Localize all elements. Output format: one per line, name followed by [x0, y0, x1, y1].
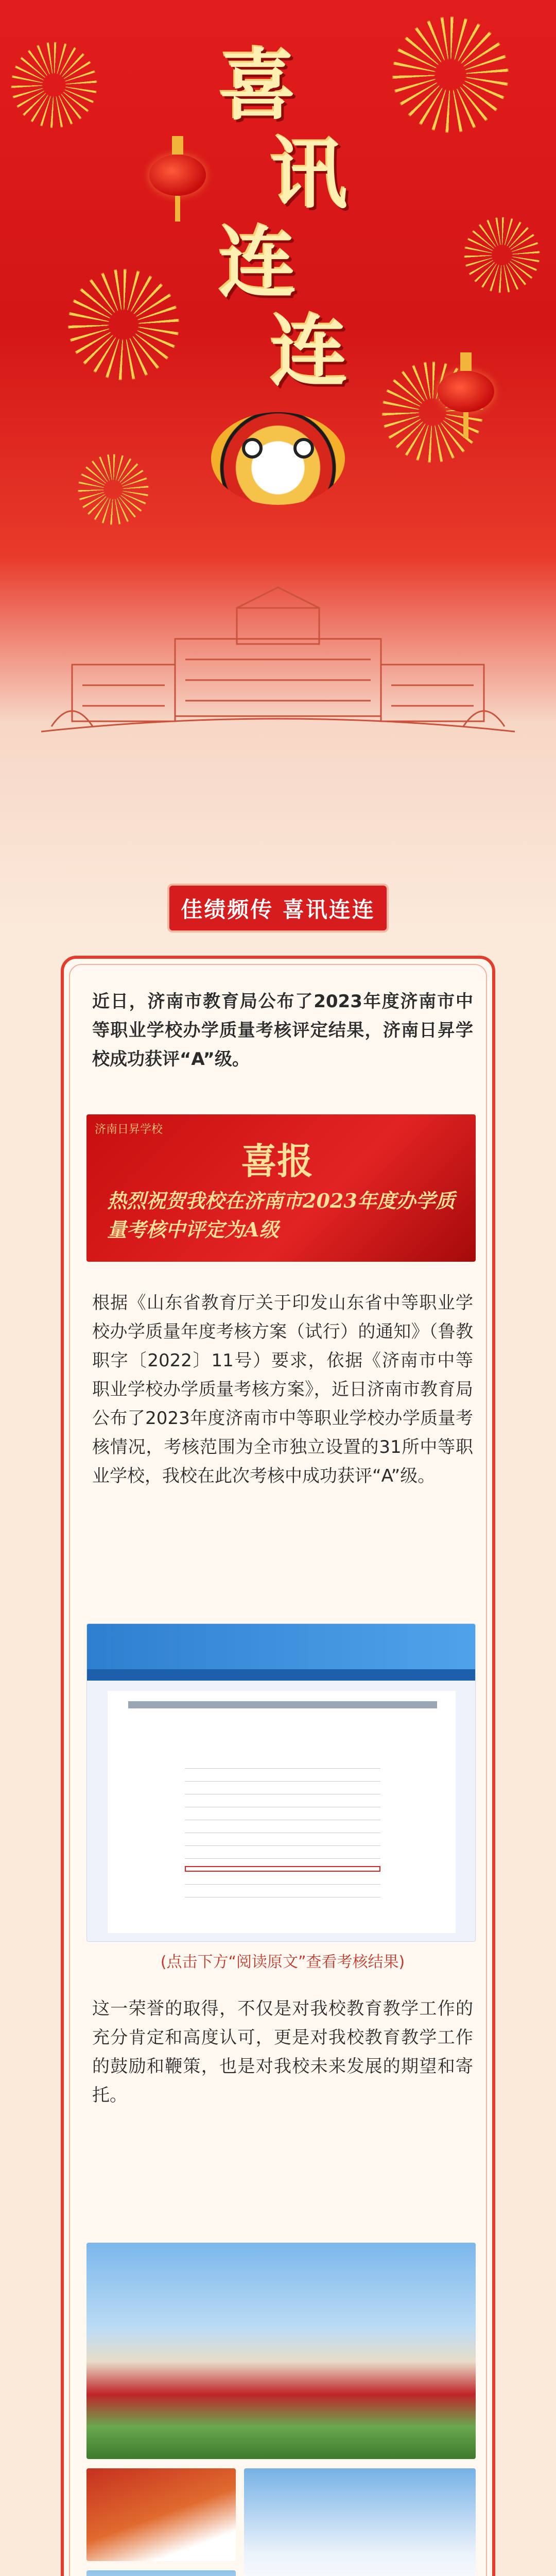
firework-icon	[391, 15, 510, 134]
firework-icon	[10, 41, 98, 129]
campus-photo	[86, 2243, 476, 2459]
page-title	[160, 41, 396, 396]
title-char: 连	[218, 217, 296, 308]
firework-icon	[463, 216, 541, 294]
title-char: 讯	[270, 129, 348, 219]
title-char: 连	[270, 306, 348, 397]
hero-banner	[0, 0, 556, 927]
announcement-image	[86, 1114, 476, 1262]
campus-photo	[86, 2468, 236, 2561]
honor-paragraph: 这一荣誉的取得，不仅是对我校教育教学工作的充分肯定和高度认可，更是对我校教育教学工作的鼓励和鞭策，也是对我校未来发展的期望和寄托。	[92, 1998, 473, 2106]
firework-icon	[77, 453, 149, 526]
campus-photo	[86, 2570, 236, 2576]
article-card	[61, 956, 495, 2576]
announcement-subline: 热烈祝贺我校在济南市2023年度办学质量考核中评定为A级	[107, 1189, 455, 1241]
announcement-headline: 喜报	[241, 1140, 313, 1182]
policy-paragraph: 根据《山东省教育厅关于印发山东省中等职业学校办学质量年度考核方案（试行）的通知》（鲁教职字〔2022〕11号）要求，依据《济南市中等职业学校办学质量考核方案》，近日济南市教育局公布了2023年度济南市中等职业学校办学质量考核情况，考核范围为全市独立设置的31所中等职业学校，我校在此次考核中成功获评“A”级。	[92, 1293, 473, 1486]
slogan-banner: 佳绩频传 喜讯连连	[167, 884, 389, 933]
title-char: 喜	[218, 40, 296, 131]
campus-photo	[244, 2468, 476, 2576]
image-caption: (点击下方“阅读原文”查看考核结果)	[160, 1953, 405, 1971]
school-building-illustration	[41, 577, 515, 752]
lion-dance-icon	[196, 402, 360, 515]
lantern-icon	[438, 371, 494, 412]
school-logo-text: 济南日昇学校	[95, 1123, 163, 1136]
evaluation-webpage-screenshot	[86, 1623, 476, 1942]
intro-paragraph: 近日，济南市教育局公布了2023年度济南市中等职业学校办学质量考核评定结果，济南日昇学校成功获评“A”级。	[92, 991, 473, 1070]
